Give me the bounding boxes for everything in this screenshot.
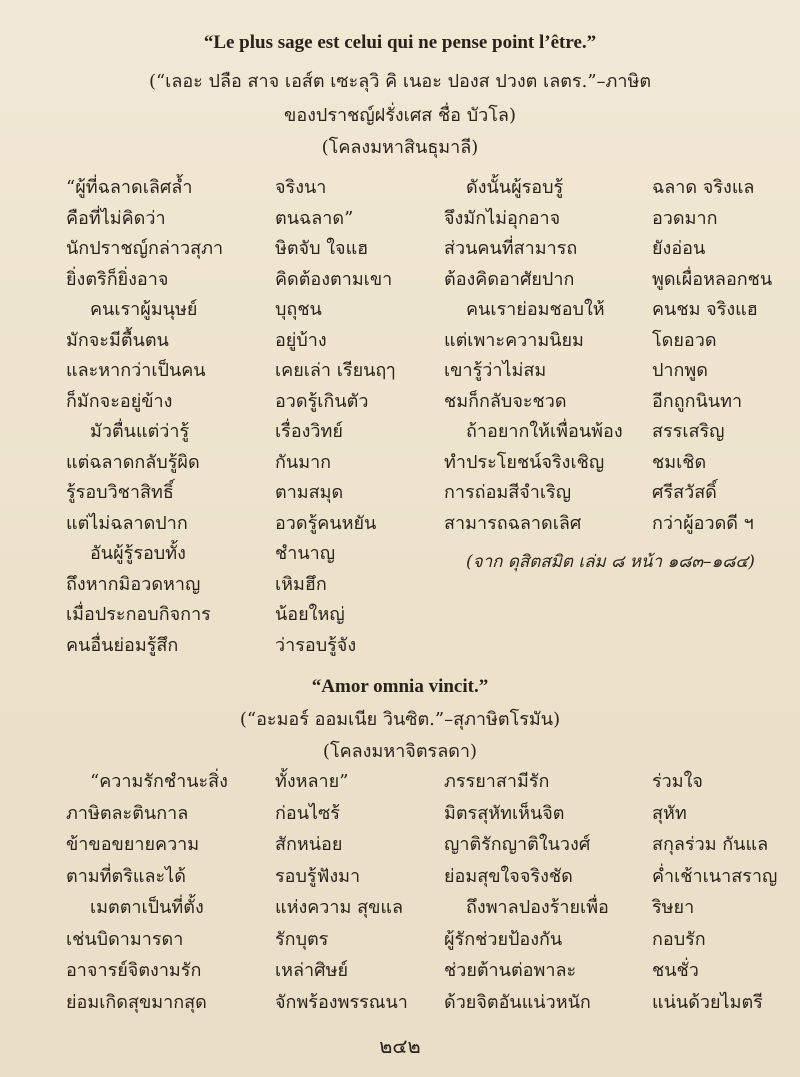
poem-cell: รักบุตร bbox=[275, 928, 329, 950]
poem-row bbox=[0, 233, 800, 263]
poem-cell: ด้วยจิตอันแน่วหนัก bbox=[444, 991, 591, 1013]
poem-cell: ริษยา bbox=[652, 897, 695, 918]
poem-cell: ผู้รักช่วยป้องกัน bbox=[444, 928, 563, 950]
poem-cell: ข้าขอขยายความ bbox=[66, 834, 200, 855]
poem-cell: น้อยใหญ่ bbox=[275, 604, 345, 625]
poem-row bbox=[0, 477, 800, 507]
poem-cell: คิดต้องตามเขา bbox=[275, 268, 393, 290]
poem-row bbox=[0, 325, 800, 355]
poem-cell: แต่เพาะความนิยม bbox=[444, 329, 584, 351]
poem-cell: มิตรสุหัทเห็นจิต bbox=[444, 802, 565, 824]
poem-cell: เรื่องวิทย์ bbox=[275, 421, 343, 442]
poem-cell: ชนชั่ว bbox=[652, 960, 699, 981]
poem-cell: เมื่อประกอบกิจการ bbox=[66, 604, 211, 625]
poem-cell: แน่นด้วยไมตรี bbox=[652, 991, 763, 1013]
poem-cell: ส่วนคนที่สามารถ bbox=[444, 238, 578, 259]
poem-cell: ญาติรักญาติในวงศ์ bbox=[444, 834, 591, 855]
poem-row bbox=[0, 861, 800, 891]
poem-row bbox=[0, 416, 800, 446]
poem-cell: อวดรู้เกินตัว bbox=[275, 390, 369, 412]
poem-cell: เช่นบิดามารดา bbox=[66, 928, 184, 950]
poem-cell: ค่ำเช้าเนาสราญ bbox=[652, 865, 778, 887]
poem-cell: สักหน่อย bbox=[275, 834, 343, 855]
poem-cell: สุหัท bbox=[652, 802, 687, 824]
poem-cell: ษิตจับ ใจแฮ bbox=[275, 238, 369, 259]
poem-row bbox=[0, 172, 800, 202]
poem-cell: ถึงหากมิอวดหาญ bbox=[66, 573, 201, 595]
poem-cell: ทั้งหลาย” bbox=[275, 771, 349, 792]
poem-cell: อวดรู้คนหยัน bbox=[275, 512, 377, 534]
poem-row bbox=[0, 630, 800, 660]
section2-motto: “Amor omnia vincit.” bbox=[311, 676, 489, 697]
section1-transliteration: (“เลอะ ปลือ สาจ เอส์ต เซะลุวิ คิ เนอะ ปองส ปวงต เลตร.”–ภาษิต bbox=[148, 71, 652, 92]
poem-cell: ร่วมใจ bbox=[652, 771, 703, 792]
poem-cell: อีกถูกนินทา bbox=[652, 390, 743, 412]
poem-row bbox=[0, 264, 800, 294]
poem-row bbox=[0, 203, 800, 233]
poem-cell: ตามสมุด bbox=[275, 482, 344, 503]
poem-cell: เมตตาเป็นที่ตั้ง bbox=[90, 897, 204, 918]
poem-cell: แห่งความ สุขแล bbox=[275, 897, 404, 918]
poem-cell: การถ่อมสีจำเริญ bbox=[444, 482, 572, 503]
poem-cell: ภาษิตละตินกาล bbox=[66, 802, 189, 824]
poem-cell: รู้รอบวิชาสิทธิ์ bbox=[66, 482, 174, 503]
poem-row bbox=[0, 508, 800, 538]
poem-cell: จริงนา bbox=[275, 177, 327, 198]
poem-row bbox=[0, 599, 800, 629]
poem-cell: ถ้าอยากให้เพื่อนพ้อง bbox=[466, 421, 623, 442]
poem-cell: จักพร้องพรรณนา bbox=[275, 991, 408, 1013]
poem-cell: ปากพูด bbox=[652, 360, 708, 381]
poem-cell: สามารถฉลาดเลิศ bbox=[444, 512, 582, 534]
section1-meter: (โคลงมหาสินธุมาลี) bbox=[321, 137, 479, 158]
poem-row bbox=[0, 294, 800, 324]
poem-cell: ศรีสวัสดิ์ bbox=[652, 482, 717, 503]
poem-cell: เหิมฮึก bbox=[275, 573, 327, 595]
poem-cell: มัวตื่นแต่ว่ารู้ bbox=[90, 421, 190, 442]
poem-cell: ว่ารอบรู้จัง bbox=[275, 634, 357, 656]
poem-cell: สกุลร่วม กันแล bbox=[652, 834, 769, 855]
poem-cell: เขารู้ว่าไม่สม bbox=[444, 360, 547, 381]
poem-cell: ชมก็กลับจะชวด bbox=[444, 390, 567, 412]
poem-row bbox=[0, 386, 800, 416]
poem-cell: คนเราย่อมชอบให้ bbox=[466, 299, 605, 320]
poem-cell: ยิ่งตริก็ยิ่งอาจ bbox=[66, 268, 169, 290]
poem-cell: ยังอ่อน bbox=[652, 238, 706, 259]
poem-cell: ก็มักจะอยู่ข้าง bbox=[66, 390, 173, 412]
poem-cell: ฉลาด จริงแล bbox=[652, 177, 755, 198]
poem-cell: ต้องคิดอาศัยปาก bbox=[444, 268, 575, 290]
poem-cell: อวดมาก bbox=[652, 207, 718, 229]
poem-cell: รอบรู้ฟังมา bbox=[275, 865, 361, 887]
poem-cell: แต่ฉลาดกลับรู้ผิด bbox=[66, 451, 200, 473]
poem-cell: และหากว่าเป็นคน bbox=[66, 360, 206, 381]
poem-cell: มักจะมีตื้นตน bbox=[66, 329, 169, 351]
poem-cell: ชำนาญ bbox=[275, 543, 336, 564]
poem-cell: เหล่าศิษย์ bbox=[275, 960, 348, 981]
section1-attribution: ของปราชญ์ฝรั่งเศส ชื่อ บัวโล) bbox=[284, 105, 516, 126]
poem-cell: กันมาก bbox=[275, 451, 332, 473]
poem-row bbox=[0, 447, 800, 477]
poem-cell: ก่อนไซร้ bbox=[275, 802, 340, 824]
section1-motto: “Le plus sage est celui qui ne pense point l’être.” bbox=[203, 32, 597, 53]
poem-row bbox=[0, 892, 800, 922]
poem-cell: ทำประโยชน์จริงเชิญ bbox=[444, 451, 605, 473]
poem-cell: กว่าผู้อวดดี ฯ bbox=[652, 512, 754, 534]
poem-cell: สรรเสริญ bbox=[652, 421, 725, 442]
poem-cell: พูดเผื่อหลอกชน bbox=[652, 268, 773, 290]
poem-cell: ชมเชิด bbox=[652, 451, 707, 473]
poem-row bbox=[0, 987, 800, 1017]
section2-transliteration: (“อะมอร์ ออมเนีย วินซิต.”–สุภาษิตโรมัน) bbox=[239, 709, 561, 730]
poem-cell: โดยอวด bbox=[652, 329, 717, 351]
page-number: ๒๔๒ bbox=[379, 1034, 421, 1058]
poem-row bbox=[0, 955, 800, 985]
poem-cell: คนอื่นย่อมรู้สึก bbox=[66, 634, 179, 656]
poem-row bbox=[0, 355, 800, 385]
poem-cell: “ผู้ที่ฉลาดเลิศล้ำ bbox=[66, 177, 193, 198]
poem-cell: อยู่บ้าง bbox=[275, 329, 327, 351]
poem-cell: ภรรยาสามีรัก bbox=[444, 771, 550, 792]
poem-cell: ย่อมสุขใจจริงชัด bbox=[444, 865, 573, 887]
poem-cell: อาจารย์จิตงามรัก bbox=[66, 960, 202, 981]
poem-cell: อันผู้รู้รอบทั้ง bbox=[90, 543, 186, 564]
poem-row bbox=[0, 924, 800, 954]
poem-cell: กอบรัก bbox=[652, 928, 706, 950]
poem-cell: คนเราผู้มนุษย์ bbox=[90, 299, 198, 320]
poem-cell: “ความรักชำนะสิ่ง bbox=[90, 771, 228, 792]
poem-cell: ตามที่ตริและได้ bbox=[66, 865, 186, 887]
poem-cell: ย่อมเกิดสุขมากสุด bbox=[66, 991, 207, 1013]
poem-row bbox=[0, 766, 800, 796]
section2-meter: (โคลงมหาจิตรลดา) bbox=[322, 741, 478, 762]
poem-cell: นักปราชญ์กล่าวสุภา bbox=[66, 238, 224, 259]
section1-source: (จาก ดุสิตสมิต เล่ม ๘ หน้า ๑๘๓–๑๘๔) bbox=[466, 552, 755, 572]
poem-row bbox=[0, 829, 800, 859]
poem-cell: ช่วยต้านต่อพาละ bbox=[444, 960, 577, 981]
poem-cell: แต่ไม่ฉลาดปาก bbox=[66, 512, 188, 534]
poem-cell: ถึงพาลปองร้ายเพื่อ bbox=[466, 897, 609, 918]
poem-cell: ตนฉลาด” bbox=[275, 207, 354, 229]
poem-cell: บุถุชน bbox=[275, 299, 322, 320]
poem-cell: เคยเล่า เรียนฤๅ bbox=[275, 360, 396, 381]
poem-cell: คนชม จริงแฮ bbox=[652, 299, 758, 320]
poem-cell: คือที่ไม่คิดว่า bbox=[66, 207, 166, 229]
poem-cell: ดังนั้นผู้รอบรู้ bbox=[466, 177, 564, 198]
poem-row bbox=[0, 798, 800, 828]
poem-cell: จึงมักไม่อุกอาจ bbox=[444, 207, 561, 229]
